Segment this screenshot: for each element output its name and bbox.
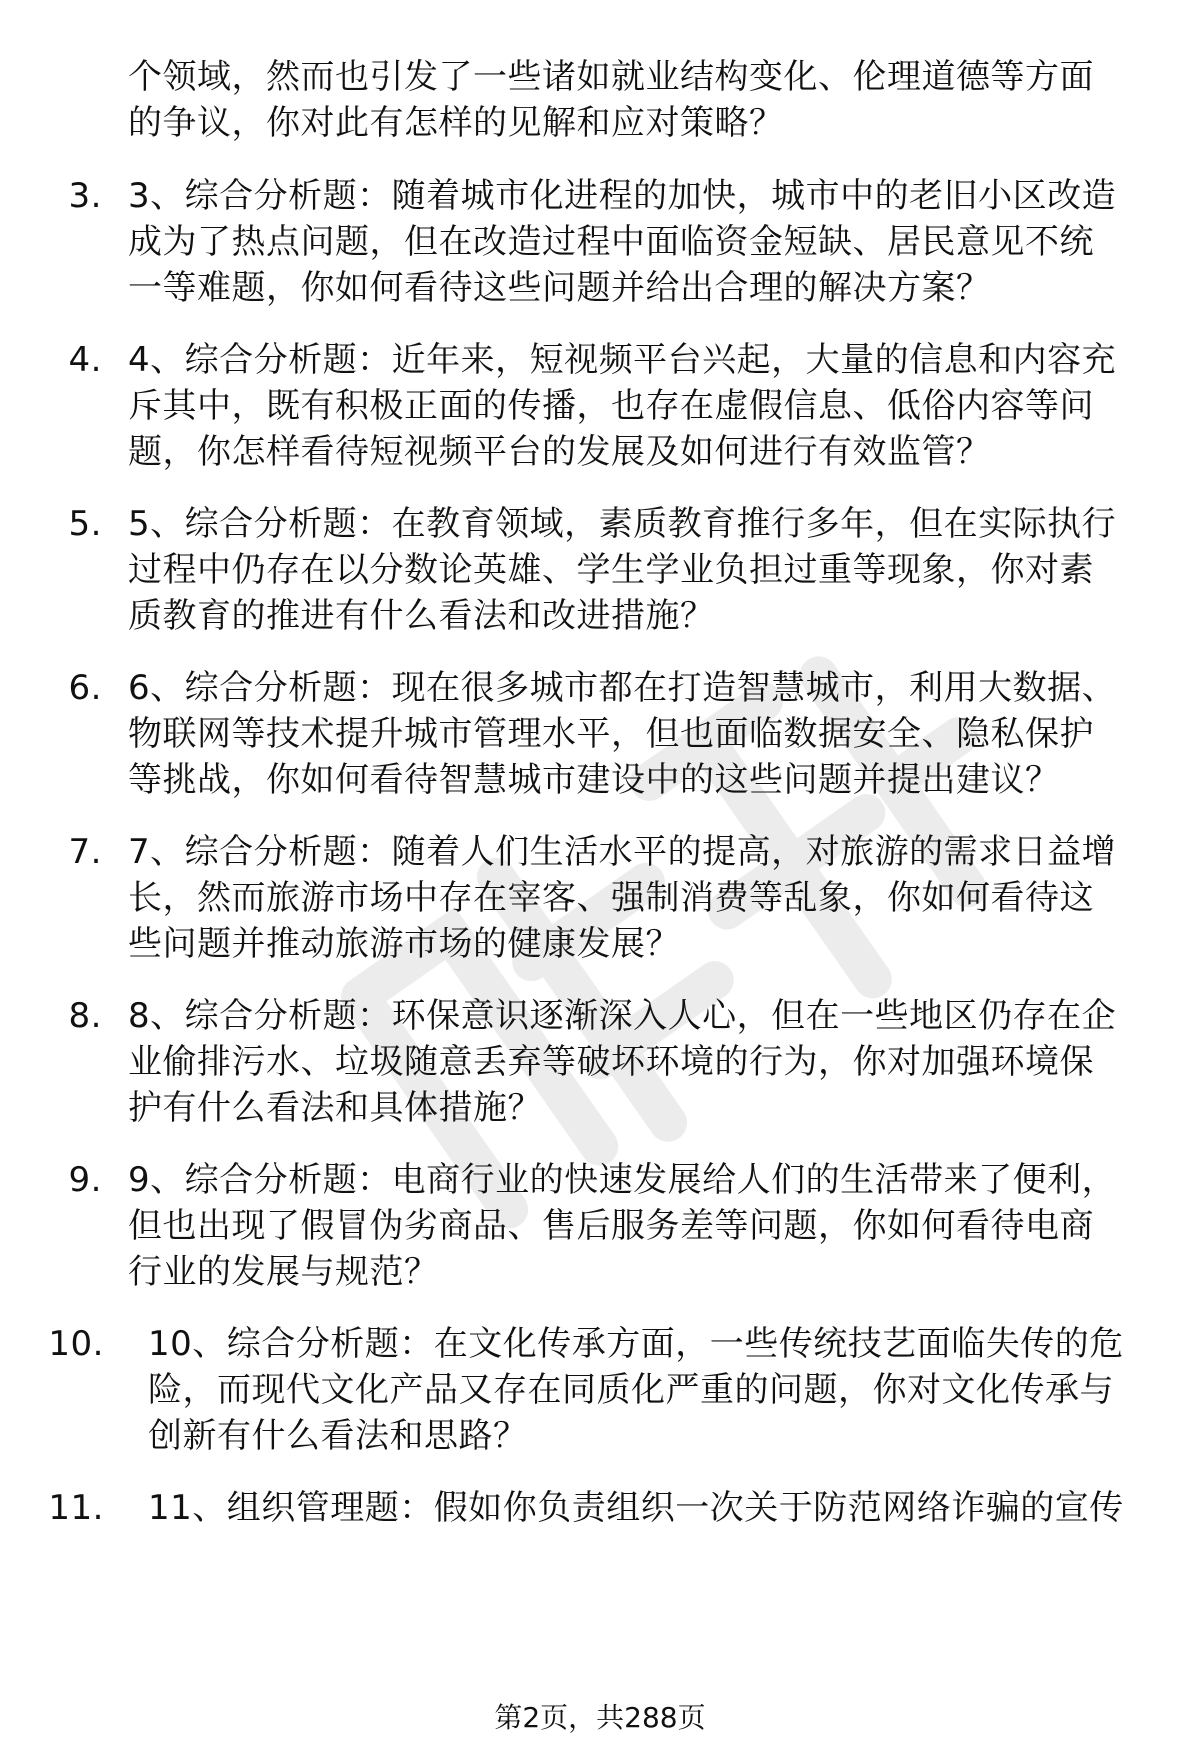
list-item-text bbox=[128, 665, 1168, 803]
text-line: 4、综合分析题：近年来，短视频平台兴起，大量的信息和内容充 bbox=[128, 340, 1117, 380]
text-line: 质教育的推进有什么看法和改进措施？ bbox=[128, 596, 715, 636]
text-line: 行业的发展与规范？ bbox=[128, 1252, 439, 1292]
text-line: 一等难题，你如何看待这些问题并给出合理的解决方案？ bbox=[128, 268, 991, 308]
text-line: 些问题并推动旅游市场的健康发展？ bbox=[128, 924, 680, 964]
list-item-number: 4. bbox=[68, 340, 102, 380]
page-number-footer: 第2页，共288页 bbox=[494, 1701, 706, 1734]
list-item-text bbox=[128, 829, 1168, 967]
list-item-text bbox=[128, 54, 1168, 146]
text-line: 7、综合分析题：随着人们生活水平的提高，对旅游的需求日益增 bbox=[128, 832, 1117, 872]
text-line: 的争议，你对此有怎样的见解和应对策略？ bbox=[128, 103, 784, 143]
list-item-number: 8. bbox=[68, 996, 102, 1036]
list-item-text bbox=[128, 1157, 1168, 1295]
text-line: 3、综合分析题：随着城市化进程的加快，城市中的老旧小区改造 bbox=[128, 176, 1117, 216]
text-line: 等挑战，你如何看待智慧城市建设中的这些问题并提出建议？ bbox=[128, 760, 1060, 800]
list-item-number: 6. bbox=[68, 668, 102, 708]
list-item-text bbox=[128, 993, 1168, 1131]
list-item-number: 11. bbox=[48, 1488, 104, 1528]
list-item-number: 5. bbox=[68, 504, 102, 544]
list-item-number: 10. bbox=[48, 1324, 104, 1364]
list-item-text bbox=[128, 337, 1168, 475]
text-line: 长，然而旅游市场中存在宰客、强制消费等乱象，你如何看待这 bbox=[128, 878, 1094, 918]
text-line: 护有什么看法和具体措施？ bbox=[128, 1088, 542, 1128]
text-line: 险，而现代文化产品又存在同质化严重的问题，你对文化传承与 bbox=[148, 1370, 1114, 1410]
list-item-text bbox=[128, 501, 1168, 639]
text-line: 过程中仍存在以分数论英雄、学生学业负担过重等现象，你对素 bbox=[128, 550, 1094, 590]
text-line: 11、组织管理题：假如你负责组织一次关于防范网络诈骗的宣传 bbox=[148, 1488, 1124, 1528]
text-line: 但也出现了假冒伪劣商品、售后服务差等问题，你如何看待电商 bbox=[128, 1206, 1094, 1246]
text-line: 个领域，然而也引发了一些诸如就业结构变化、伦理道德等方面 bbox=[128, 57, 1094, 97]
list-item-text bbox=[148, 1321, 1168, 1459]
list-item-number: 7. bbox=[68, 832, 102, 872]
text-line: 9、综合分析题：电商行业的快速发展给人们的生活带来了便利， bbox=[128, 1160, 1117, 1200]
text-line: 成为了热点问题，但在改造过程中面临资金短缺、居民意见不统 bbox=[128, 222, 1094, 262]
list-item-number: 9. bbox=[68, 1160, 102, 1200]
list-item-text bbox=[128, 173, 1168, 311]
text-line: 物联网等技术提升城市管理水平，但也面临数据安全、隐私保护 bbox=[128, 714, 1094, 754]
text-line: 10、综合分析题：在文化传承方面，一些传统技艺面临失传的危 bbox=[148, 1324, 1124, 1364]
text-line: 8、综合分析题：环保意识逐渐深入人心，但在一些地区仍存在企 bbox=[128, 996, 1117, 1036]
text-line: 创新有什么看法和思路？ bbox=[148, 1416, 528, 1456]
text-line: 6、综合分析题：现在很多城市都在打造智慧城市，利用大数据、 bbox=[128, 668, 1117, 708]
text-line: 题，你怎样看待短视频平台的发展及如何进行有效监管？ bbox=[128, 432, 991, 472]
list-item-text bbox=[148, 1485, 1168, 1531]
text-line: 5、综合分析题：在教育领域，素质教育推行多年，但在实际执行 bbox=[128, 504, 1117, 544]
text-line: 业偷排污水、垃圾随意丢弃等破坏环境的行为，你对加强环境保 bbox=[128, 1042, 1094, 1082]
list-item-number: 3. bbox=[68, 176, 102, 216]
text-line: 斥其中，既有积极正面的传播，也存在虚假信息、低俗内容等问 bbox=[128, 386, 1094, 426]
